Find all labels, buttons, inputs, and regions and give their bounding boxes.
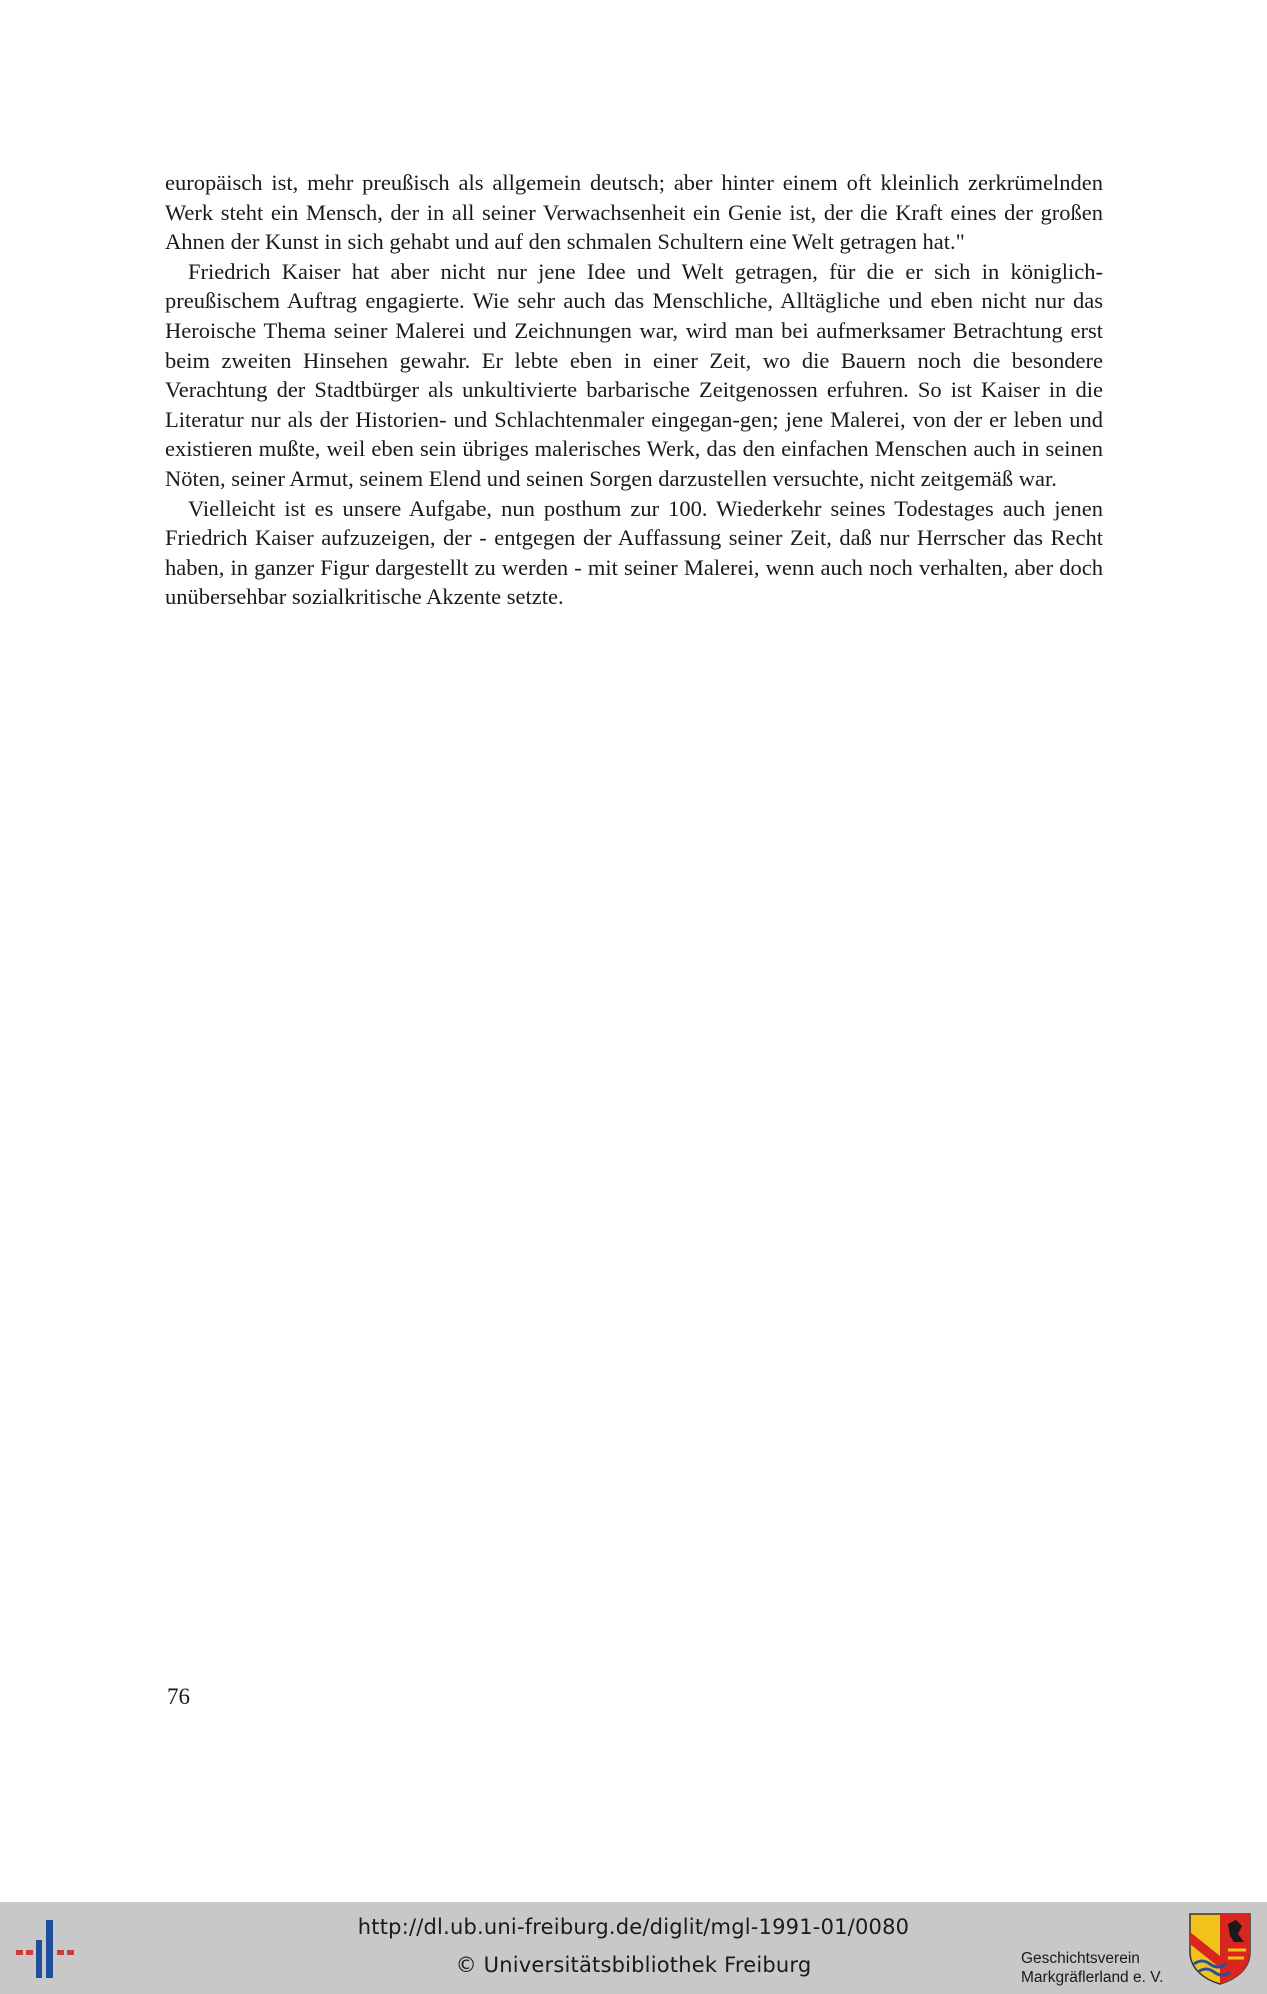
society-name [1021,1949,1163,1987]
society-name-line2: Markgräflerland e. V. [1021,1969,1164,1986]
footer-bar [0,1902,1267,1994]
copyright-text: © Universitätsbibliothek Freiburg [455,1953,812,1977]
body-text [165,168,1103,612]
coat-of-arms-icon[interactable] [1188,1912,1252,1986]
paragraph-2: Friedrich Kaiser hat aber nicht nur jene Idee und Welt getragen, für die er sich in königlich-preußischem Auftrag engagierte. Wie sehr auch das Menschliche, Alltägliche und eben nicht nur das Heroische Thema seiner Malerei und Zeichnungen war, wird man bei aufmerksamer Betrachtung erst beim zweiten Hinsehen gewahr. Er lebte eben in einer Zeit, wo die Bauern noch die besondere Verachtung der Stadtbürger als unkultivierte barbarische Zeitgenossen erfuhren. So ist Kaiser in die Literatur nur als der Historien- und Schlachtenmaler eingegan-gen; jene Malerei, von der er leben und existieren mußte, weil eben sein übriges malerisches Werk, das den einfachen Menschen auch in seinen Nöten, seiner Armut, seinem Elend und seinen Sorgen darzustellen versuchte, nicht zeitgemäß war. [165,258,1103,491]
paragraph-3: Vielleicht ist es unsere Aufgabe, nun posthum zur 100. Wiederkehr seines Todestages auch jenen Friedrich Kaiser aufzuzeigen, der - entgegen der Auffassung seiner Zeit, daß nur Herrscher das Recht haben, in ganzer Figur dargestellt zu werden - mit seiner Malerei, wenn auch noch verhalten, aber doch unübersehbar sozialkritische Akzente setzte. [165,495,1103,610]
society-name-line1: Geschichtsverein [1021,1950,1140,1967]
source-url-link[interactable]: http://dl.ub.uni-freiburg.de/diglit/mgl-1991-01/0080 [357,1915,910,1939]
paragraph-1: europäisch ist, mehr preußisch als allgemein deutsch; aber hinter einem oft kleinlich zerkrümelnden Werk steht ein Mensch, der in all seiner Verwachsenheit ein Genie ist, der die Kraft eines der großen Ahnen der Kunst in sich gehabt und auf den schmalen Schultern eine Welt getragen hat." [165,170,1103,255]
page-number: 76 [167,1684,190,1709]
